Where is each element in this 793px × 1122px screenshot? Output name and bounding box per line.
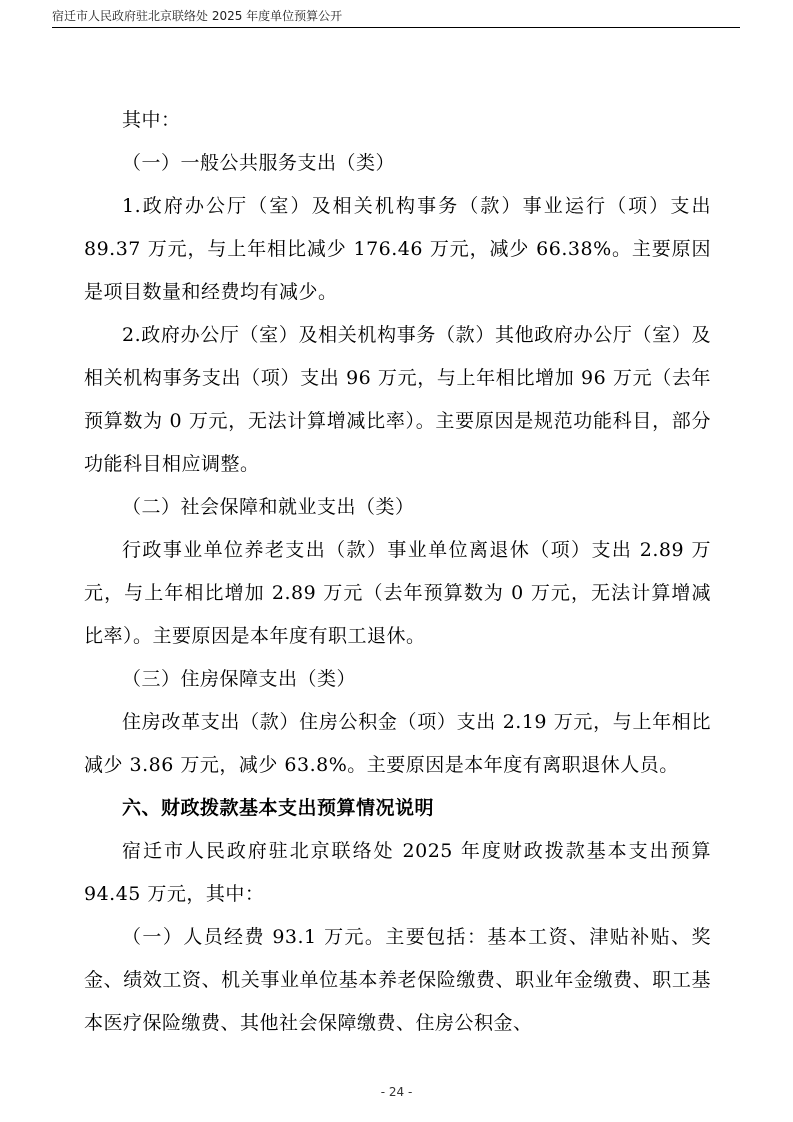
section-heading-housing: （三）住房保障支出（类） [122, 668, 357, 690]
paragraph-intro: 其中： [122, 109, 181, 131]
page-footer [0, 1085, 793, 1099]
header-title: 宿迁市人民政府驻北京联络处 2025 年度单位预算公开 [52, 9, 343, 23]
chapter-heading-basic-expenditure: 六、财政拨款基本支出预算情况说明 [122, 797, 435, 819]
paragraph-basic-expenditure: 宿迁市人民政府驻北京联络处 2025 年度财政拨款基本支出预算 94.45 万元，其中： [84, 840, 711, 905]
paragraph-personnel-costs: （一）人员经费 93.1 万元。主要包括：基本工资、津贴补贴、奖金、绩效工资、机关事业单位基本养老保险缴费、职业年金缴费、职工基本医疗保险缴费、其他社会保障缴费、住房公积金、 [84, 926, 711, 1034]
page-header [52, 8, 740, 28]
page-number: - 24 - [380, 1085, 413, 1099]
paragraph-item-2: 2.政府办公厅（室）及相关机构事务（款）其他政府办公厅（室）及相关机构事务支出（项）支出 96 万元，与上年相比增加 96 万元（去年预算数为 0 万元，无法计算增减比率）。主要原因是规范功能科目，部分功能科目相应调整。 [84, 324, 711, 475]
document-body [84, 99, 711, 1045]
section-heading-general-services: （一）一般公共服务支出（类） [122, 152, 396, 174]
paragraph-item-1: 1.政府办公厅（室）及相关机构事务（款）事业运行（项）支出 89.37 万元，与上年相比减少 176.46 万元，减少 66.38%。主要原因是项目数量和经费均有减少。 [84, 195, 711, 303]
paragraph-pension: 行政事业单位养老支出（款）事业单位离退休（项）支出 2.89 万元，与上年相比增加 2.89 万元（去年预算数为 0 万元，无法计算增减比率）。主要原因是本年度有职工退休。 [84, 539, 711, 647]
paragraph-housing-fund: 住房改革支出（款）住房公积金（项）支出 2.19 万元，与上年相比减少 3.86 万元，减少 63.8%。主要原因是本年度有离职退休人员。 [84, 711, 711, 776]
section-heading-social-security: （二）社会保障和就业支出（类） [122, 496, 415, 518]
